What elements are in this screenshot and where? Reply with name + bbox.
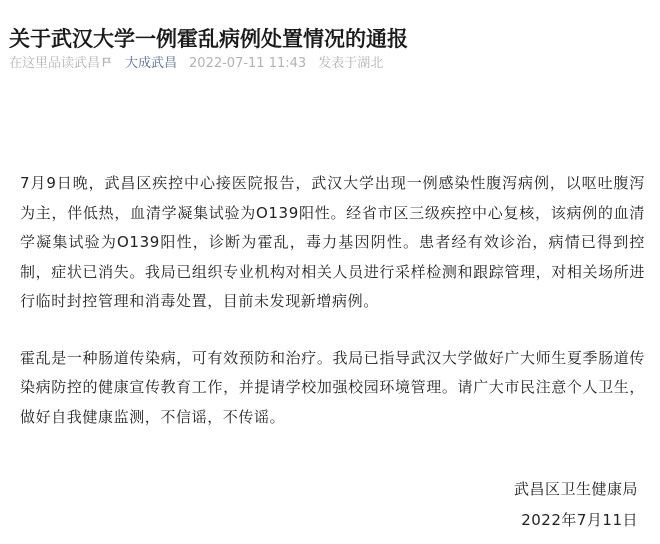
publish-location: 发表于湖北 (318, 56, 384, 71)
article-body (20, 169, 645, 432)
flag-icon (102, 54, 111, 74)
publish-time: 2022-07-11 11:43 (189, 56, 307, 71)
paragraph-incident: 7月9日晚，武昌区疾控中心接医院报告，武汉大学出现一例感染性腹泻病例，以呕吐腹泻为主，伴低热，血清学凝集试验为O139阳性。经省市区三级疾控中心复核，该病例的血清学凝集试验为O139阳性，诊断为霍乱，毒力基因阴性。患者经有效诊治，病情已得到控制，症状已消失。我局已组织专业机构对相关人员进行采样检测和跟踪管理，对相关场所进行临时封控管理和消毒处置，目前未发现新增病例。 (20, 174, 645, 310)
signature-organization: 武昌区卫生健康局 (513, 480, 638, 498)
account-name-link[interactable]: 大成武昌 (125, 56, 178, 71)
paragraph-prevention: 霍乱是一种肠道传染病，可有效预防和治疗。我局已指导武汉大学做好广大师生夏季肠道传染病防控的健康宣传教育工作，并提请学校加强校园环境管理。请广大市民注意个人卫生，做好自我健康监测，不信谣，不传谣。 (20, 348, 645, 426)
article-meta (9, 54, 395, 74)
article-title: 关于武汉大学一例霍乱病例处置情况的通报 (9, 27, 408, 52)
account-prefix: 在这里品读武昌 (9, 56, 101, 71)
signature-date: 2022年7月11日 (521, 511, 638, 529)
account-intro[interactable] (9, 54, 113, 74)
